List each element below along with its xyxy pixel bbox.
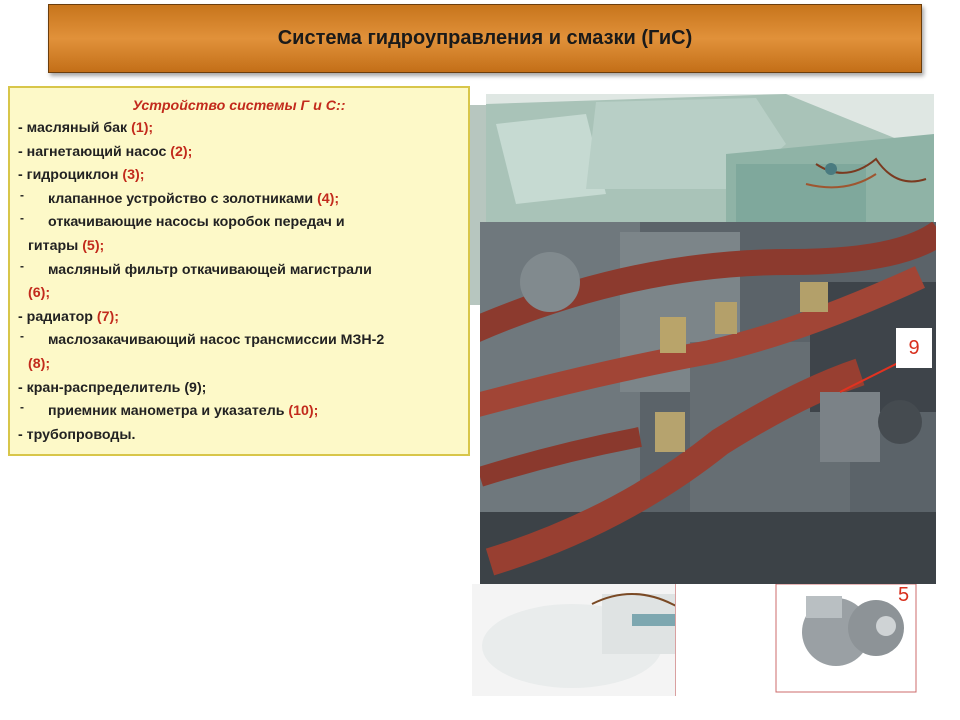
list-item: - откачивающие насосы коробок передач и гитары (5); <box>18 211 460 258</box>
list-item: - маслозакачивающий насос трансмиссии МЗН-2 (8); <box>18 329 460 376</box>
list-item: - масляный фильтр откачивающей магистрали (6); <box>18 259 460 306</box>
list-item: - трубопроводы. <box>18 426 136 443</box>
list-item: - кран-распределитель (9); <box>18 379 207 396</box>
callout-5: 5 <box>898 584 910 606</box>
list-item: - нагнетающий насос (2); <box>18 143 193 160</box>
system-components-box <box>8 86 470 456</box>
engine-compartment-photo <box>480 222 936 584</box>
components-heading: Устройство системы Г и С:: <box>132 98 346 114</box>
engine-photo-illustration <box>480 222 936 584</box>
gear-pump-diagram <box>675 584 941 696</box>
list-item: - масляный бак (1); <box>18 120 154 136</box>
page-title: Система гидроуправления и смазки (ГиС) <box>277 27 693 49</box>
list-item: - радиатор (7); <box>18 308 119 325</box>
callout-9: 9 <box>896 328 932 368</box>
list-item: - гидроциклон (3); <box>18 167 145 184</box>
title-banner <box>48 4 922 73</box>
list-item: - приемник манометра и указатель (10); <box>18 400 460 424</box>
list-item: - клапанное устройство с золотниками (4); <box>18 188 460 212</box>
